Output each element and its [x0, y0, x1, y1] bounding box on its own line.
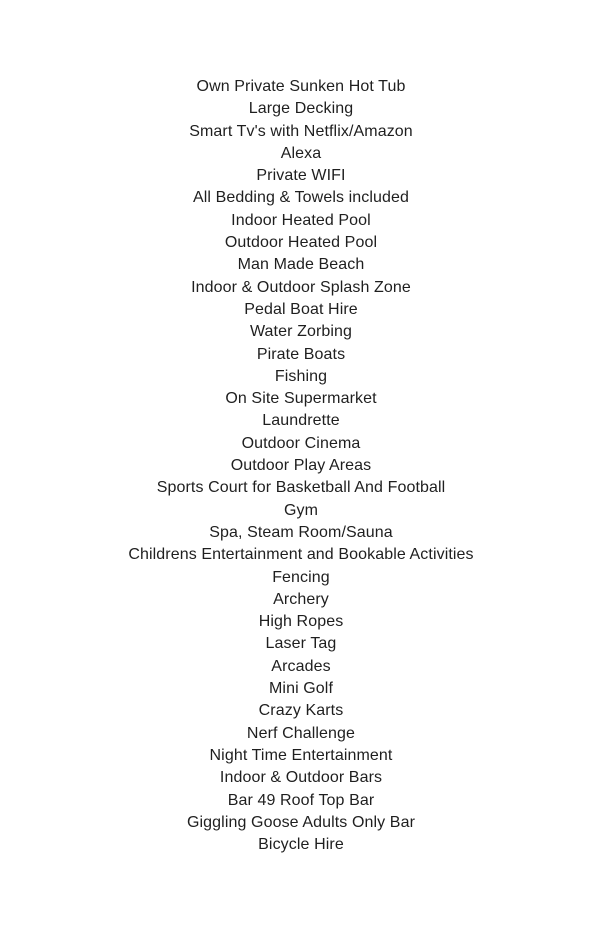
- list-item: Indoor Heated Pool: [231, 211, 371, 229]
- list-item: Gym: [283, 501, 319, 519]
- list-item: Night Time Entertainment: [209, 746, 393, 764]
- list-item: Water Zorbing: [249, 323, 353, 341]
- list-item: Laser Tag: [265, 635, 337, 653]
- list-item: Pedal Boat Hire: [244, 300, 358, 318]
- list-item: Man Made Beach: [237, 256, 365, 274]
- list-item: Outdoor Cinema: [241, 434, 361, 452]
- list-item: Nerf Challenge: [246, 724, 356, 742]
- amenities-list: [0, 76, 602, 856]
- list-item: Spa, Steam Room/Sauna: [209, 523, 393, 541]
- list-item: Smart Tv's with Netflix/Amazon: [189, 122, 413, 140]
- list-item: Fencing: [272, 568, 330, 586]
- list-item: Laundrette: [262, 412, 340, 430]
- list-item: Sports Court for Basketball And Football: [156, 479, 446, 497]
- list-item: Indoor & Outdoor Splash Zone: [191, 278, 411, 296]
- list-item: Bicycle Hire: [258, 836, 344, 854]
- list-item: High Ropes: [258, 613, 344, 631]
- list-item: Crazy Karts: [258, 702, 344, 720]
- list-item: Outdoor Play Areas: [230, 457, 372, 475]
- list-item: All Bedding & Towels included: [192, 189, 410, 207]
- list-item: Bar 49 Roof Top Bar: [227, 791, 375, 809]
- list-item: Alexa: [280, 144, 322, 162]
- list-item: On Site Supermarket: [225, 390, 377, 408]
- list-item: Own Private Sunken Hot Tub: [196, 78, 406, 95]
- list-item: Mini Golf: [268, 680, 334, 698]
- list-item: Archery: [273, 590, 329, 608]
- list-item: Arcades: [271, 657, 331, 675]
- list-item: Outdoor Heated Pool: [224, 234, 378, 252]
- list-item: Private WIFI: [256, 167, 346, 185]
- list-item: Indoor & Outdoor Bars: [219, 769, 383, 787]
- list-item: Fishing: [274, 367, 328, 385]
- list-item: Large Decking: [248, 100, 354, 118]
- list-item: Giggling Goose Adults Only Bar: [186, 813, 415, 831]
- list-item: Pirate Boats: [256, 345, 346, 363]
- list-item: Childrens Entertainment and Bookable Activities: [128, 546, 474, 564]
